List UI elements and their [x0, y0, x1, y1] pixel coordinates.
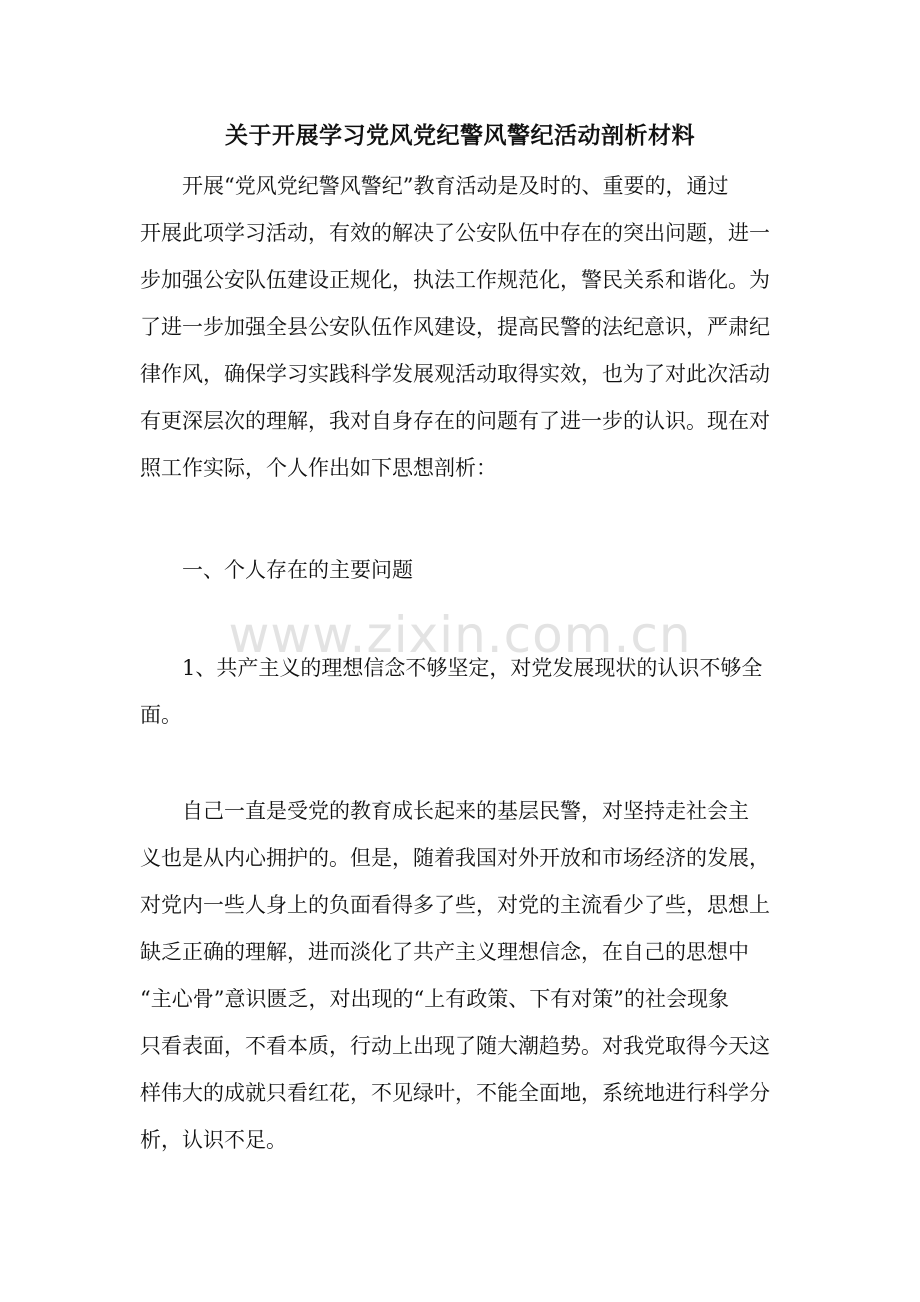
paragraph-line: 面。 [140, 703, 182, 727]
paragraph-line: 样伟大的成就只看红花，不见绿叶，不能全面地，系统地进行科学分 [140, 1081, 770, 1105]
paragraph-line: 有更深层次的理解，我对自身存在的问题有了进一步的认识。现在对 [140, 409, 770, 433]
paragraph-line: 义也是从内心拥护的。但是，随着我国对外开放和市场经济的发展， [140, 846, 770, 870]
paragraph-line: 析，认识不足。 [140, 1128, 287, 1152]
paragraph-body [140, 788, 790, 1164]
paragraph-line: 开展此项学习活动，有效的解决了公安队伍中存在的突出问题，进一 [140, 221, 770, 245]
paragraph-line: “主心骨”意识匮乏，对出现的“上有政策、下有对策”的社会现象 [140, 987, 729, 1011]
subsection-heading [140, 645, 790, 739]
paragraph-line: 了进一步加强全县公安队伍作风建设，提高民警的法纪意识，严肃纪 [140, 315, 770, 339]
paragraph-intro [140, 163, 790, 492]
paragraph-line: 自己一直是受党的教育成长起来的基层民警，对坚持走社会主 [140, 799, 749, 823]
paragraph-line: 缺乏正确的理解，进而淡化了共产主义理想信念，在自己的思想中 [140, 940, 749, 964]
paragraph-line: 步加强公安队伍建设正规化，执法工作规范化，警民关系和谐化。为 [140, 268, 770, 292]
section-heading-line: 一、个人存在的主要问题 [140, 558, 413, 582]
paragraph-line: 1、共产主义的理想信念不够坚定，对党发展现状的认识不够全 [140, 656, 763, 680]
paragraph-line: 对党内一些人身上的负面看得多了些，对党的主流看少了些，思想上 [140, 893, 770, 917]
paragraph-line: 开展“党风党纪警风警纪”教育活动是及时的、重要的，通过 [140, 174, 729, 198]
section-heading [140, 547, 790, 594]
document-title: 关于开展学习党风党纪警风警纪活动剖析材料 [225, 122, 695, 149]
paragraph-line: 律作风，确保学习实践科学发展观活动取得实效，也为了对此次活动 [140, 362, 770, 386]
paragraph-line: 只看表面，不看本质，行动上出现了随大潮趋势。对我党取得今天这 [140, 1034, 770, 1058]
watermark: www.zixin.com.cn [228, 606, 692, 664]
paragraph-line: 照工作实际，个人作出如下思想剖析： [140, 456, 497, 480]
